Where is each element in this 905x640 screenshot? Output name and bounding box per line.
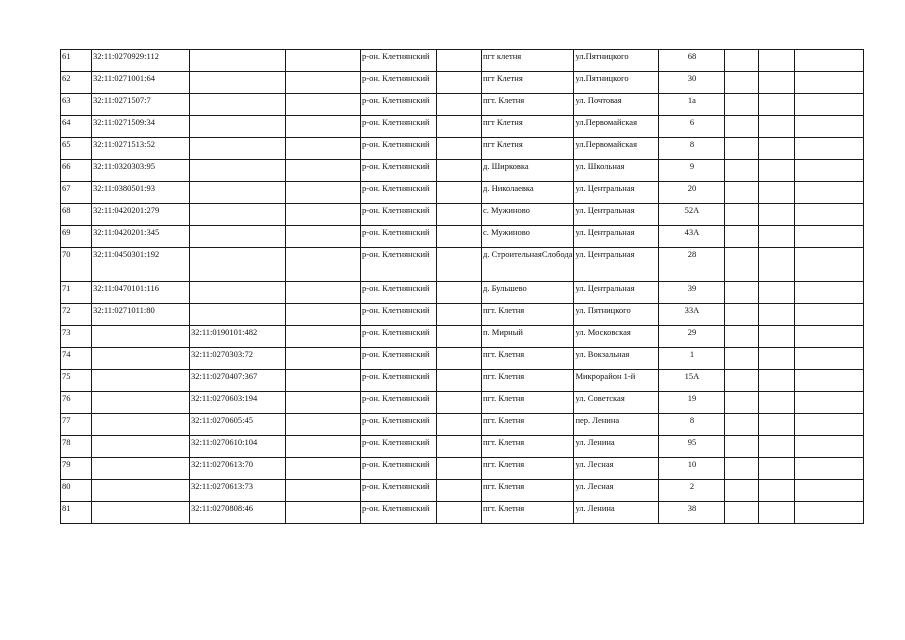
table-row — [61, 370, 864, 392]
cadastral-number-building — [190, 226, 286, 248]
empty-cell — [725, 248, 759, 282]
empty-cell — [437, 50, 482, 72]
empty-cell — [286, 138, 361, 160]
cadastral-number-building: 32:11:0270407:367 — [190, 370, 286, 392]
empty-cell — [437, 414, 482, 436]
region-name: р-он. Клетнянский — [361, 94, 437, 116]
empty-cell — [759, 392, 795, 414]
table-row — [61, 226, 864, 248]
street-name: Микрорайон 1-й — [574, 370, 659, 392]
house-number: 1 — [659, 348, 725, 370]
row-number: 81 — [61, 502, 92, 524]
cadastral-number — [92, 348, 190, 370]
empty-cell — [437, 94, 482, 116]
empty-cell — [725, 282, 759, 304]
house-number: 6 — [659, 116, 725, 138]
empty-cell — [725, 326, 759, 348]
region-name: р-он. Клетнянский — [361, 370, 437, 392]
empty-cell — [725, 458, 759, 480]
street-name: ул. Лесная — [574, 480, 659, 502]
empty-cell — [725, 392, 759, 414]
cadastral-number-building — [190, 282, 286, 304]
empty-cell — [286, 226, 361, 248]
locality-name: пгт Клетня — [482, 138, 574, 160]
locality-name: с. Мужиново — [482, 226, 574, 248]
street-name: ул.Пятницкого — [574, 50, 659, 72]
cadastral-number-building: 32:11:0270610:104 — [190, 436, 286, 458]
empty-cell — [437, 138, 482, 160]
empty-cell — [437, 248, 482, 282]
empty-cell — [725, 72, 759, 94]
region-name: р-он. Клетнянский — [361, 72, 437, 94]
empty-cell — [437, 304, 482, 326]
empty-cell — [286, 248, 361, 282]
table-row — [61, 480, 864, 502]
row-number: 63 — [61, 94, 92, 116]
empty-cell — [286, 282, 361, 304]
empty-cell — [725, 348, 759, 370]
street-name: ул. Советская — [574, 392, 659, 414]
empty-cell — [759, 458, 795, 480]
row-number: 68 — [61, 204, 92, 226]
house-number: 8 — [659, 414, 725, 436]
cadastral-number-building: 32:11:0190101:482 — [190, 326, 286, 348]
cadastral-number — [92, 480, 190, 502]
table-row — [61, 502, 864, 524]
row-number: 70 — [61, 248, 92, 282]
empty-cell — [286, 304, 361, 326]
cadastral-number-building — [190, 160, 286, 182]
empty-cell — [437, 392, 482, 414]
house-number: 28 — [659, 248, 725, 282]
empty-cell — [286, 182, 361, 204]
street-name: ул. Вокзальная — [574, 348, 659, 370]
region-name: р-он. Клетнянский — [361, 138, 437, 160]
empty-cell — [795, 370, 864, 392]
row-number: 80 — [61, 480, 92, 502]
house-number: 38 — [659, 502, 725, 524]
empty-cell — [437, 226, 482, 248]
empty-cell — [759, 116, 795, 138]
cadastral-number-building — [190, 182, 286, 204]
empty-cell — [437, 182, 482, 204]
locality-name: п. Мирный — [482, 326, 574, 348]
empty-cell — [437, 436, 482, 458]
empty-cell — [437, 370, 482, 392]
region-name: р-он. Клетнянский — [361, 326, 437, 348]
cadastral-number-building — [190, 248, 286, 282]
street-name: пер. Ленина — [574, 414, 659, 436]
table-row — [61, 94, 864, 116]
empty-cell — [725, 116, 759, 138]
house-number: 95 — [659, 436, 725, 458]
table-row — [61, 414, 864, 436]
cadastral-number — [92, 414, 190, 436]
cadastral-number: 32:11:0420201:345 — [92, 226, 190, 248]
region-name: р-он. Клетнянский — [361, 160, 437, 182]
empty-cell — [795, 392, 864, 414]
empty-cell — [759, 226, 795, 248]
empty-cell — [437, 116, 482, 138]
empty-cell — [795, 304, 864, 326]
cadastral-number: 32:11:0320303:95 — [92, 160, 190, 182]
empty-cell — [725, 50, 759, 72]
empty-cell — [795, 94, 864, 116]
empty-cell — [725, 94, 759, 116]
street-name: ул. Лесная — [574, 458, 659, 480]
cadastral-number-building — [190, 138, 286, 160]
house-number: 43А — [659, 226, 725, 248]
locality-name: пгт Клетня — [482, 72, 574, 94]
empty-cell — [437, 502, 482, 524]
row-number: 61 — [61, 50, 92, 72]
empty-cell — [286, 50, 361, 72]
street-name: ул. Центральная — [574, 226, 659, 248]
street-name: ул. Центральная — [574, 182, 659, 204]
cadastral-number-building — [190, 204, 286, 226]
empty-cell — [795, 116, 864, 138]
street-name: ул. Центральная — [574, 282, 659, 304]
empty-cell — [437, 348, 482, 370]
region-name: р-он. Клетнянский — [361, 182, 437, 204]
cadastral-number-building — [190, 72, 286, 94]
empty-cell — [286, 392, 361, 414]
locality-name: пгт Клетня — [482, 116, 574, 138]
table-row — [61, 304, 864, 326]
empty-cell — [286, 204, 361, 226]
cadastral-number — [92, 326, 190, 348]
house-number: 15А — [659, 370, 725, 392]
street-name: ул.Пятницкого — [574, 72, 659, 94]
table-row — [61, 50, 864, 72]
row-number: 76 — [61, 392, 92, 414]
empty-cell — [286, 414, 361, 436]
cadastral-number-building: 32:11:0270603:194 — [190, 392, 286, 414]
empty-cell — [286, 502, 361, 524]
street-name: ул. Центральная — [574, 204, 659, 226]
row-number: 74 — [61, 348, 92, 370]
cadastral-number — [92, 436, 190, 458]
empty-cell — [759, 326, 795, 348]
row-number: 71 — [61, 282, 92, 304]
empty-cell — [437, 326, 482, 348]
row-number: 72 — [61, 304, 92, 326]
house-number: 68 — [659, 50, 725, 72]
empty-cell — [759, 138, 795, 160]
empty-cell — [286, 458, 361, 480]
locality-name: пгт. Клетня — [482, 304, 574, 326]
empty-cell — [795, 436, 864, 458]
cadastral-number-building: 32:11:0270605:45 — [190, 414, 286, 436]
empty-cell — [725, 226, 759, 248]
empty-cell — [795, 282, 864, 304]
empty-cell — [437, 480, 482, 502]
empty-cell — [725, 182, 759, 204]
empty-cell — [437, 458, 482, 480]
locality-name: пгт. Клетня — [482, 458, 574, 480]
table-row — [61, 248, 864, 282]
region-name: р-он. Клетнянский — [361, 480, 437, 502]
locality-name: д. СтроительнаяСлобода — [482, 248, 574, 282]
cadastral-number — [92, 392, 190, 414]
empty-cell — [759, 282, 795, 304]
locality-name: пгт. Клетня — [482, 480, 574, 502]
street-name: ул. Ленина — [574, 436, 659, 458]
street-name: ул. Пятницкого — [574, 304, 659, 326]
street-name: ул. Ленина — [574, 502, 659, 524]
empty-cell — [795, 50, 864, 72]
empty-cell — [759, 304, 795, 326]
house-number: 10 — [659, 458, 725, 480]
empty-cell — [437, 204, 482, 226]
empty-cell — [795, 458, 864, 480]
empty-cell — [725, 204, 759, 226]
empty-cell — [795, 414, 864, 436]
empty-cell — [759, 480, 795, 502]
row-number: 65 — [61, 138, 92, 160]
table-row — [61, 138, 864, 160]
cadastral-number-building: 32:11:0270808:46 — [190, 502, 286, 524]
region-name: р-он. Клетнянский — [361, 204, 437, 226]
locality-name: пгт. Клетня — [482, 414, 574, 436]
empty-cell — [725, 138, 759, 160]
empty-cell — [725, 304, 759, 326]
house-number: 29 — [659, 326, 725, 348]
locality-name: д. Бульшево — [482, 282, 574, 304]
locality-name: пгт. Клетня — [482, 370, 574, 392]
cadastral-number: 32:11:0271509:34 — [92, 116, 190, 138]
cadastral-number — [92, 370, 190, 392]
table-row — [61, 182, 864, 204]
registry-rows — [61, 50, 864, 524]
cadastral-number: 32:11:0470101:116 — [92, 282, 190, 304]
cadastral-number: 32:11:0420201:279 — [92, 204, 190, 226]
empty-cell — [725, 436, 759, 458]
table-row — [61, 204, 864, 226]
empty-cell — [725, 480, 759, 502]
house-number: 8 — [659, 138, 725, 160]
region-name: р-он. Клетнянский — [361, 226, 437, 248]
empty-cell — [286, 326, 361, 348]
empty-cell — [725, 502, 759, 524]
empty-cell — [759, 182, 795, 204]
row-number: 78 — [61, 436, 92, 458]
house-number: 33А — [659, 304, 725, 326]
table-row — [61, 436, 864, 458]
house-number: 9 — [659, 160, 725, 182]
empty-cell — [759, 204, 795, 226]
cadastral-number: 32:11:0271507:7 — [92, 94, 190, 116]
empty-cell — [795, 72, 864, 94]
table-row — [61, 458, 864, 480]
row-number: 62 — [61, 72, 92, 94]
locality-name: пгт. Клетня — [482, 436, 574, 458]
empty-cell — [759, 414, 795, 436]
empty-cell — [795, 160, 864, 182]
locality-name: д. Николаевка — [482, 182, 574, 204]
locality-name: пгт. Клетня — [482, 94, 574, 116]
empty-cell — [795, 138, 864, 160]
row-number: 69 — [61, 226, 92, 248]
empty-cell — [437, 72, 482, 94]
house-number: 20 — [659, 182, 725, 204]
empty-cell — [725, 414, 759, 436]
empty-cell — [795, 248, 864, 282]
house-number: 19 — [659, 392, 725, 414]
empty-cell — [286, 370, 361, 392]
cadastral-number — [92, 502, 190, 524]
row-number: 77 — [61, 414, 92, 436]
locality-name: пгт. Клетня — [482, 392, 574, 414]
row-number: 67 — [61, 182, 92, 204]
empty-cell — [286, 348, 361, 370]
house-number: 39 — [659, 282, 725, 304]
empty-cell — [437, 282, 482, 304]
empty-cell — [286, 160, 361, 182]
empty-cell — [759, 436, 795, 458]
street-name: ул. Центральная — [574, 248, 659, 282]
empty-cell — [759, 370, 795, 392]
empty-cell — [725, 160, 759, 182]
table-row — [61, 72, 864, 94]
empty-cell — [759, 94, 795, 116]
empty-cell — [759, 502, 795, 524]
empty-cell — [795, 326, 864, 348]
table-row — [61, 282, 864, 304]
region-name: р-он. Клетнянский — [361, 248, 437, 282]
region-name: р-он. Клетнянский — [361, 50, 437, 72]
table-row — [61, 160, 864, 182]
row-number: 64 — [61, 116, 92, 138]
empty-cell — [795, 348, 864, 370]
cadastral-number-building: 32:11:0270613:70 — [190, 458, 286, 480]
row-number: 79 — [61, 458, 92, 480]
empty-cell — [759, 72, 795, 94]
table-row — [61, 116, 864, 138]
house-number: 52А — [659, 204, 725, 226]
cadastral-number: 32:11:0271513:52 — [92, 138, 190, 160]
empty-cell — [437, 160, 482, 182]
house-number: 30 — [659, 72, 725, 94]
empty-cell — [286, 116, 361, 138]
row-number: 73 — [61, 326, 92, 348]
empty-cell — [759, 248, 795, 282]
region-name: р-он. Клетнянский — [361, 282, 437, 304]
region-name: р-он. Клетнянский — [361, 436, 437, 458]
cadastral-number: 32:11:0270929:112 — [92, 50, 190, 72]
house-number: 1а — [659, 94, 725, 116]
cadastral-number: 32:11:0271001:64 — [92, 72, 190, 94]
region-name: р-он. Клетнянский — [361, 116, 437, 138]
empty-cell — [725, 370, 759, 392]
street-name: ул.Первомайская — [574, 116, 659, 138]
region-name: р-он. Клетнянский — [361, 392, 437, 414]
empty-cell — [795, 502, 864, 524]
region-name: р-он. Клетнянский — [361, 458, 437, 480]
cadastral-number: 32:11:0380501:93 — [92, 182, 190, 204]
row-number: 66 — [61, 160, 92, 182]
street-name: ул. Московская — [574, 326, 659, 348]
house-number: 2 — [659, 480, 725, 502]
registry-table — [60, 49, 864, 524]
locality-name: пгт. Клетня — [482, 348, 574, 370]
locality-name: д. Ширковка — [482, 160, 574, 182]
region-name: р-он. Клетнянский — [361, 502, 437, 524]
locality-name: пгт клетня — [482, 50, 574, 72]
cadastral-number-building: 32:11:0270613:73 — [190, 480, 286, 502]
table-row — [61, 348, 864, 370]
empty-cell — [759, 50, 795, 72]
region-name: р-он. Клетнянский — [361, 304, 437, 326]
locality-name: с. Мужиново — [482, 204, 574, 226]
empty-cell — [286, 436, 361, 458]
empty-cell — [286, 72, 361, 94]
cadastral-number-building — [190, 94, 286, 116]
empty-cell — [759, 160, 795, 182]
cadastral-number-building: 32:11:0270303:72 — [190, 348, 286, 370]
cadastral-number-building — [190, 50, 286, 72]
region-name: р-он. Клетнянский — [361, 348, 437, 370]
cadastral-number-building — [190, 116, 286, 138]
empty-cell — [286, 94, 361, 116]
empty-cell — [795, 480, 864, 502]
cadastral-number: 32:11:0271011:80 — [92, 304, 190, 326]
empty-cell — [795, 226, 864, 248]
row-number: 75 — [61, 370, 92, 392]
region-name: р-он. Клетнянский — [361, 414, 437, 436]
locality-name: пгт. Клетня — [482, 502, 574, 524]
table-row — [61, 392, 864, 414]
street-name: ул.Первомайская — [574, 138, 659, 160]
street-name: ул. Школьная — [574, 160, 659, 182]
cadastral-number-building — [190, 304, 286, 326]
empty-cell — [286, 480, 361, 502]
empty-cell — [795, 204, 864, 226]
table-row — [61, 326, 864, 348]
cadastral-number — [92, 458, 190, 480]
empty-cell — [759, 348, 795, 370]
cadastral-number: 32:11:0450301:192 — [92, 248, 190, 282]
empty-cell — [795, 182, 864, 204]
street-name: ул. Почтовая — [574, 94, 659, 116]
